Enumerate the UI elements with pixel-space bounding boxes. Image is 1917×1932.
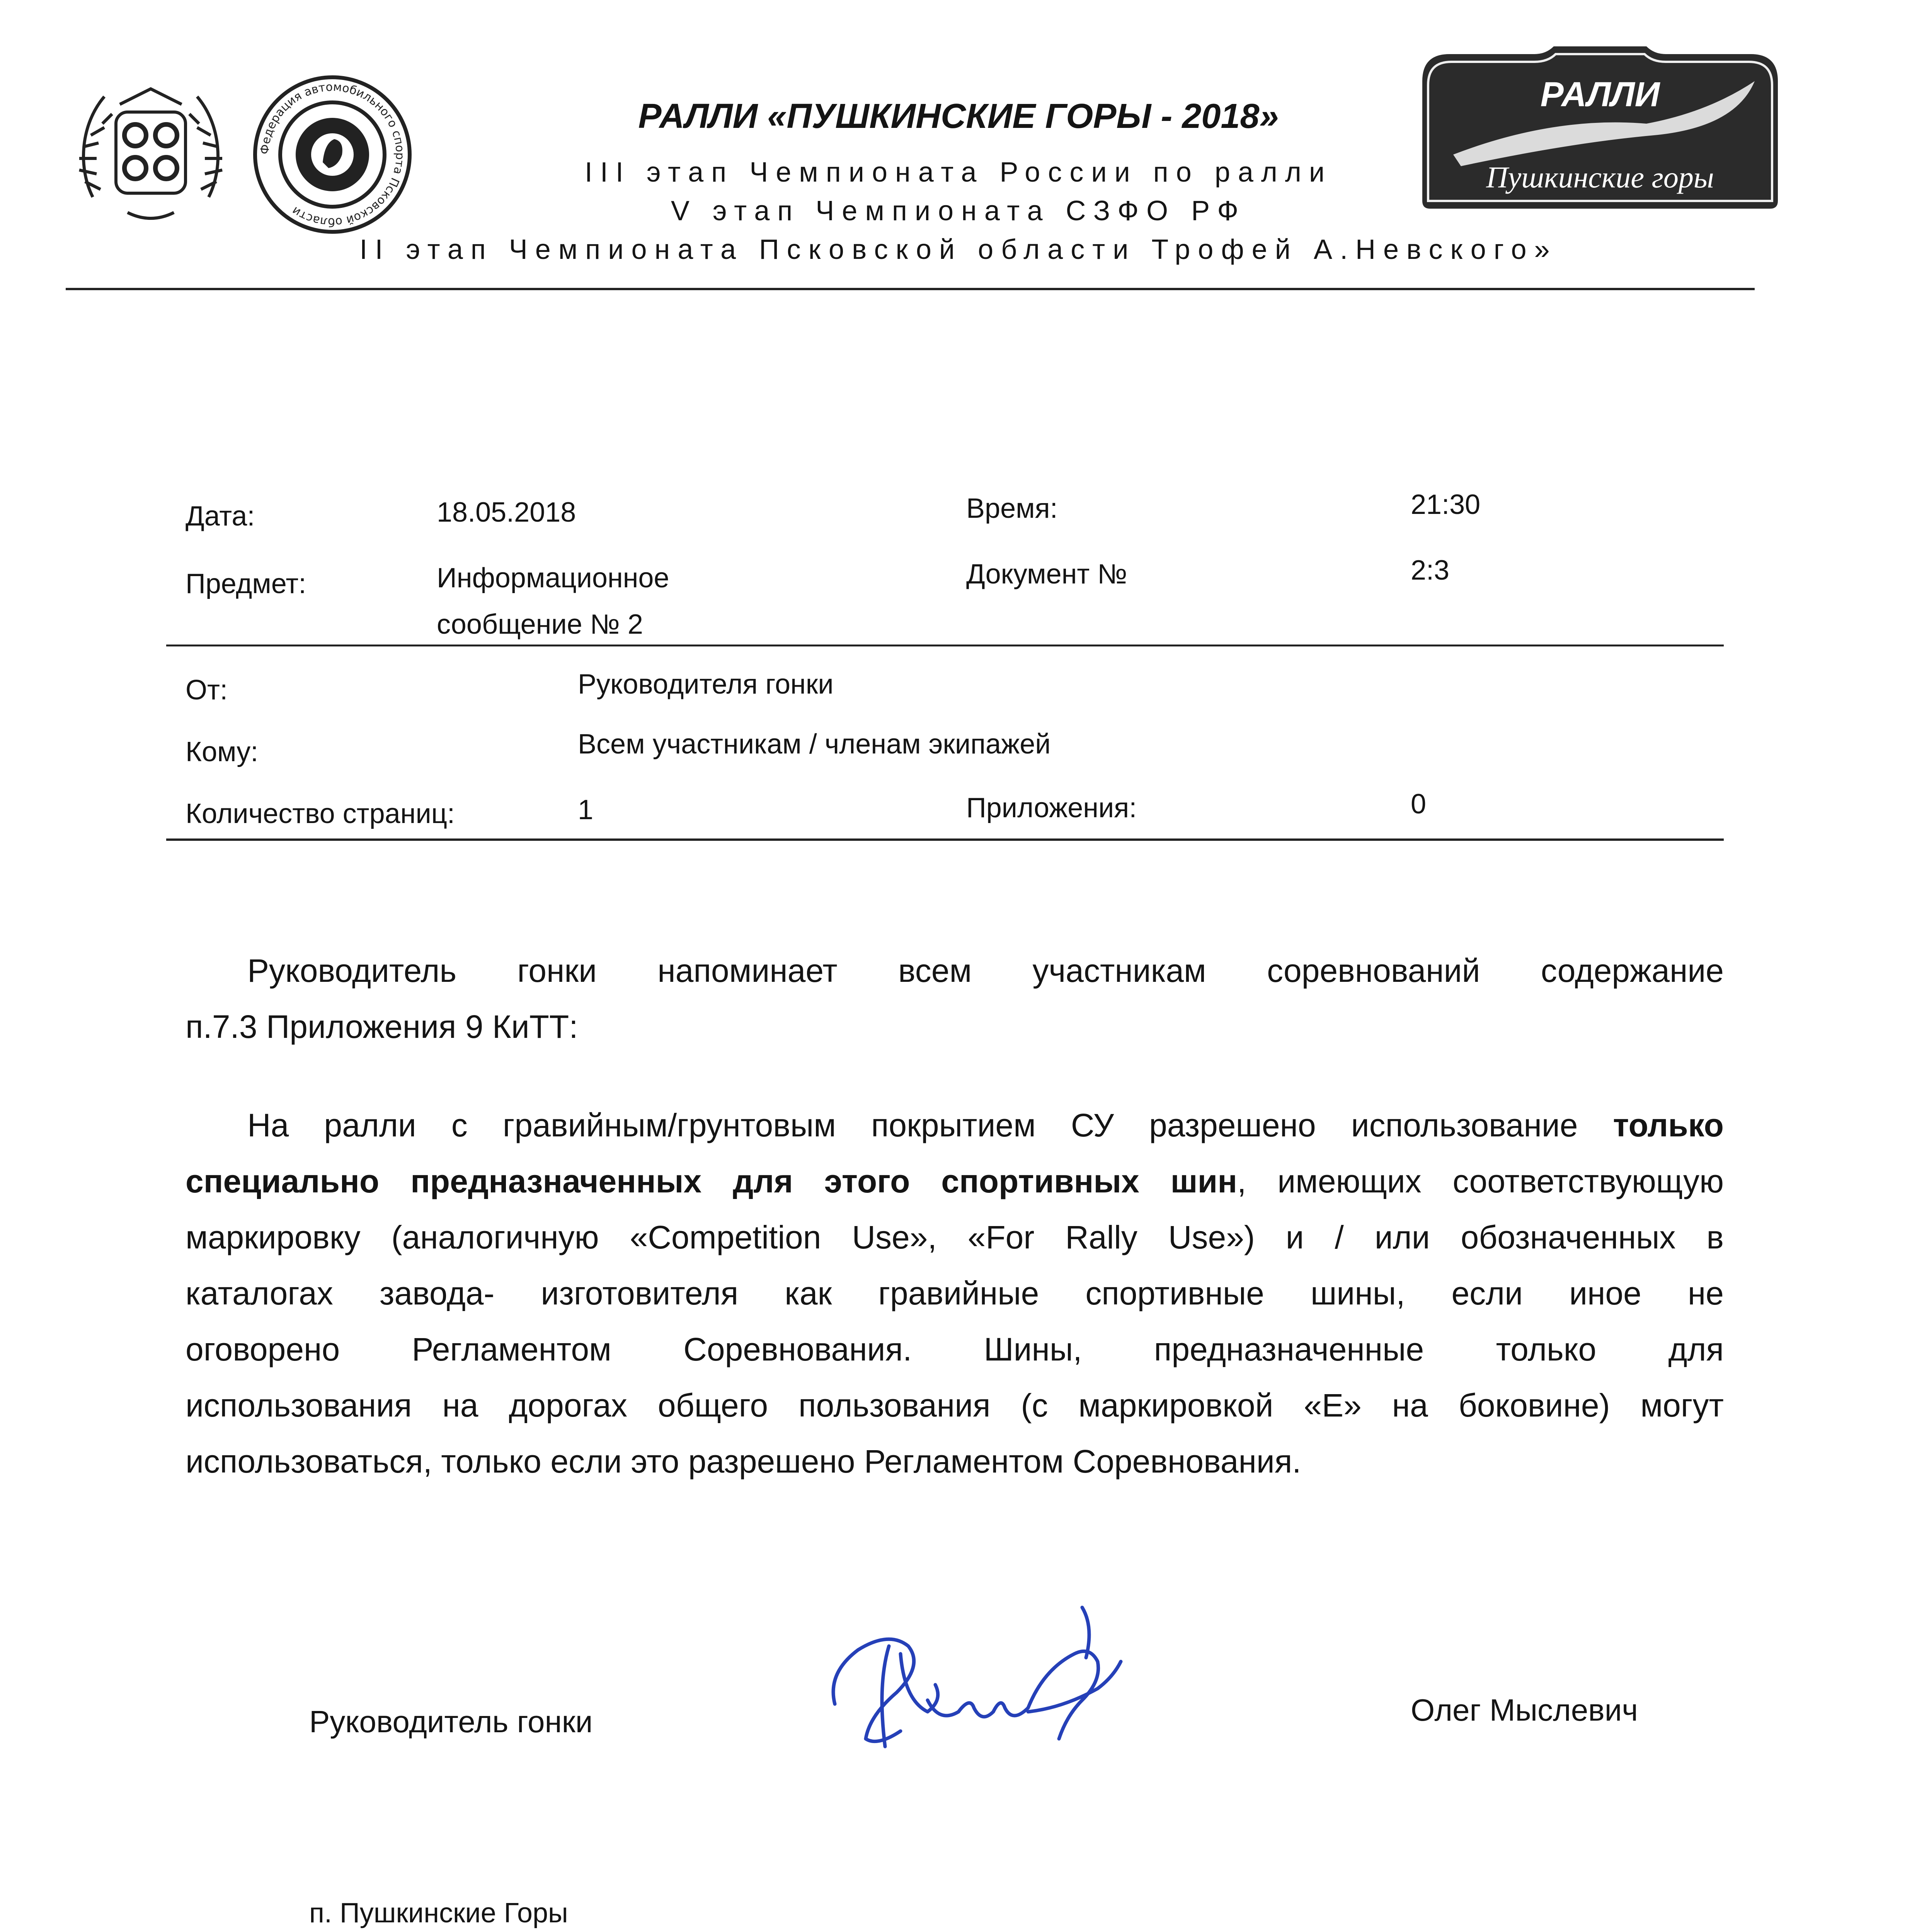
paragraph-2-line-4: каталогах завода- изготовителя как гравийные спортивные шины, если иное не <box>186 1275 1724 1311</box>
header-line-1: III этап Чемпионата России по ралли <box>584 157 1333 188</box>
header-line-3: II этап Чемпионата Псковской области Трофей А.Невского» <box>359 234 1558 265</box>
attachments-label: Приложения: <box>966 793 1137 823</box>
pages-value: 1 <box>578 794 594 825</box>
pages-label: Количество страниц: <box>186 798 455 829</box>
paragraph-2-line-1: На ралли с гравийным/грунтовым покрытием СУ разрешено использование только <box>247 1107 1724 1143</box>
paragraph-1-line-2: п.7.3 Приложения 9 КиТТ: <box>186 1009 578 1045</box>
time-label: Время: <box>966 493 1058 524</box>
logo-ring-text: Федерация автомобильного спорта Псковской области <box>258 80 407 229</box>
header-divider <box>66 288 1755 290</box>
signatory-role: Руководитель гонки <box>309 1704 593 1739</box>
to-label: Кому: <box>186 736 259 767</box>
document-number-label: Документ № <box>966 559 1127 590</box>
subject-value-line-2: сообщение № 2 <box>437 609 643 640</box>
info-divider-top <box>166 645 1724 646</box>
paragraph-2-line-2: специально предназначенных для этого спортивных шин, имеющих соответствующую <box>186 1163 1724 1199</box>
logo-text-pushkin: Пушкинские горы <box>1486 160 1714 194</box>
document-number-value: 2:3 <box>1411 555 1450 586</box>
logo-text-rally: РАЛЛИ <box>1540 75 1660 114</box>
footer-place: п. Пушкинские Горы <box>309 1898 568 1929</box>
paragraph-2-line-5: оговорено Регламентом Соревнования. Шины, предназначенные только для <box>186 1331 1724 1367</box>
subject-label: Предмет: <box>186 568 306 599</box>
paragraph-2-line-6: использования на дорогах общего пользования (с маркировкой «E» на боковине) могут <box>186 1387 1724 1423</box>
from-value: Руководителя гонки <box>578 669 834 700</box>
attachments-value: 0 <box>1411 789 1427 820</box>
date-value: 18.05.2018 <box>437 497 576 528</box>
to-value: Всем участникам / членам экипажей <box>578 729 1051 760</box>
subject-value-line-1: Информационное <box>437 563 669 594</box>
handwritten-signature <box>812 1584 1159 1777</box>
date-label: Дата: <box>186 501 255 532</box>
paragraph-1-line-1: Руководитель гонки напоминает всем участникам соревнований содержание <box>247 952 1724 989</box>
signatory-name: Олег Мыслевич <box>1411 1693 1638 1727</box>
document-title: РАЛЛИ «ПУШКИНСКИЕ ГОРЫ - 2018» <box>638 97 1279 136</box>
paragraph-2-line-7: использоваться, только если это разрешено Регламентом Соревнования. <box>186 1443 1301 1480</box>
header-line-2: V этап Чемпионата СЗФО РФ <box>671 196 1246 226</box>
from-label: От: <box>186 675 228 706</box>
time-value: 21:30 <box>1411 489 1481 520</box>
paragraph-2-line-3: маркировку (аналогичную «Competition Use», «For Rally Use») и / или обозначенных в <box>186 1219 1724 1255</box>
info-divider-bottom <box>166 838 1724 841</box>
